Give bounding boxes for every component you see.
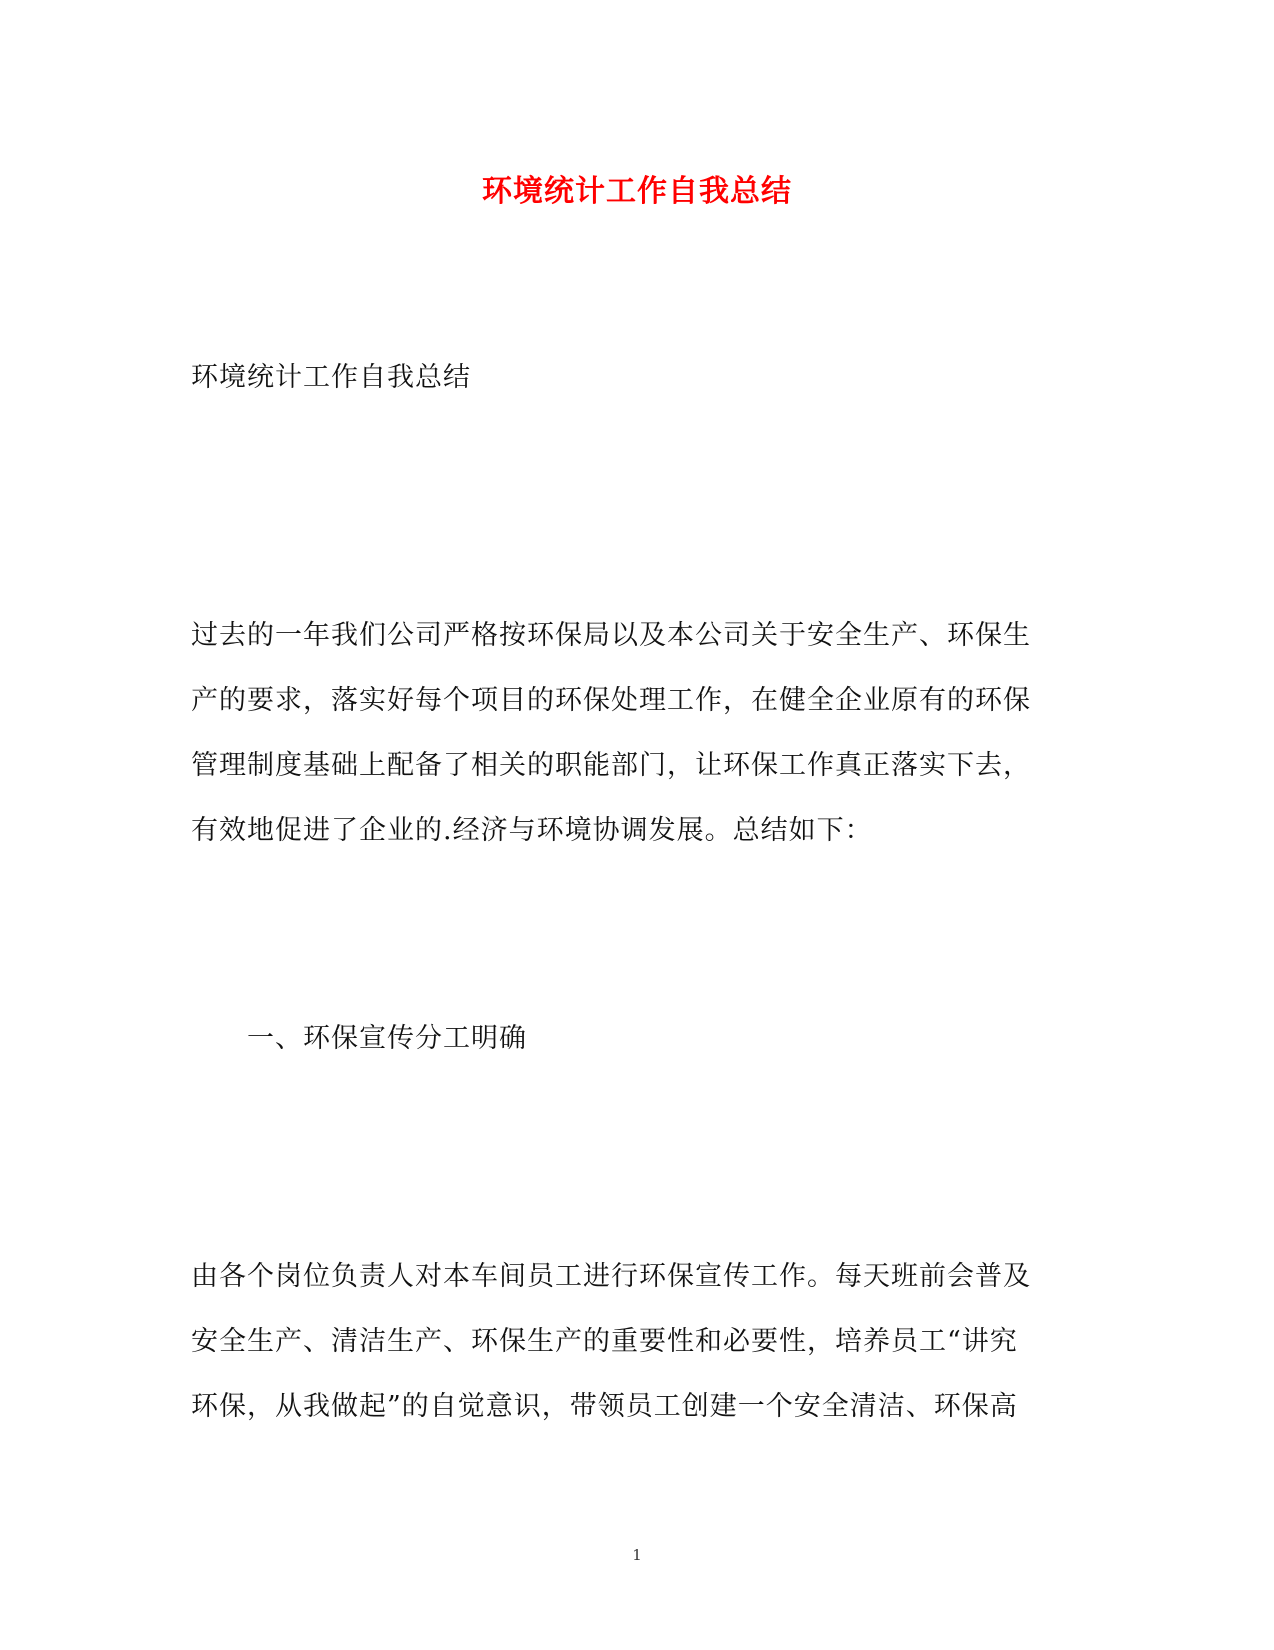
paragraph-line: 安全生产、清洁生产、环保生产的重要性和必要性，培养员工“讲究: [191, 1326, 1018, 1357]
paragraph-line: 环保，从我做起”的自觉意识，带领员工创建一个安全清洁、环保高: [191, 1391, 1018, 1422]
document-subtitle: 环境统计工作自我总结: [191, 362, 471, 393]
paragraph-line: 由各个岗位负责人对本车间员工进行环保宣传工作。每天班前会普及: [191, 1261, 1031, 1292]
paragraph-line: 有效地促进了企业的.经济与环境协调发展。总结如下：: [191, 815, 873, 846]
paragraph-line: 过去的一年我们公司严格按环保局以及本公司关于安全生产、环保生: [191, 620, 1031, 651]
section-paragraph: [191, 1244, 1071, 1439]
section-heading: 一、环保宣传分工明确: [247, 1023, 527, 1054]
intro-paragraph: [191, 603, 1071, 863]
paragraph-line: 管理制度基础上配备了相关的职能部门，让环保工作真正落实下去，: [191, 750, 1031, 781]
document-title: 环境统计工作自我总结: [482, 174, 792, 209]
paragraph-line: 产的要求，落实好每个项目的环保处理工作，在健全企业原有的环保: [191, 685, 1031, 716]
page-number: 1: [632, 1546, 642, 1564]
